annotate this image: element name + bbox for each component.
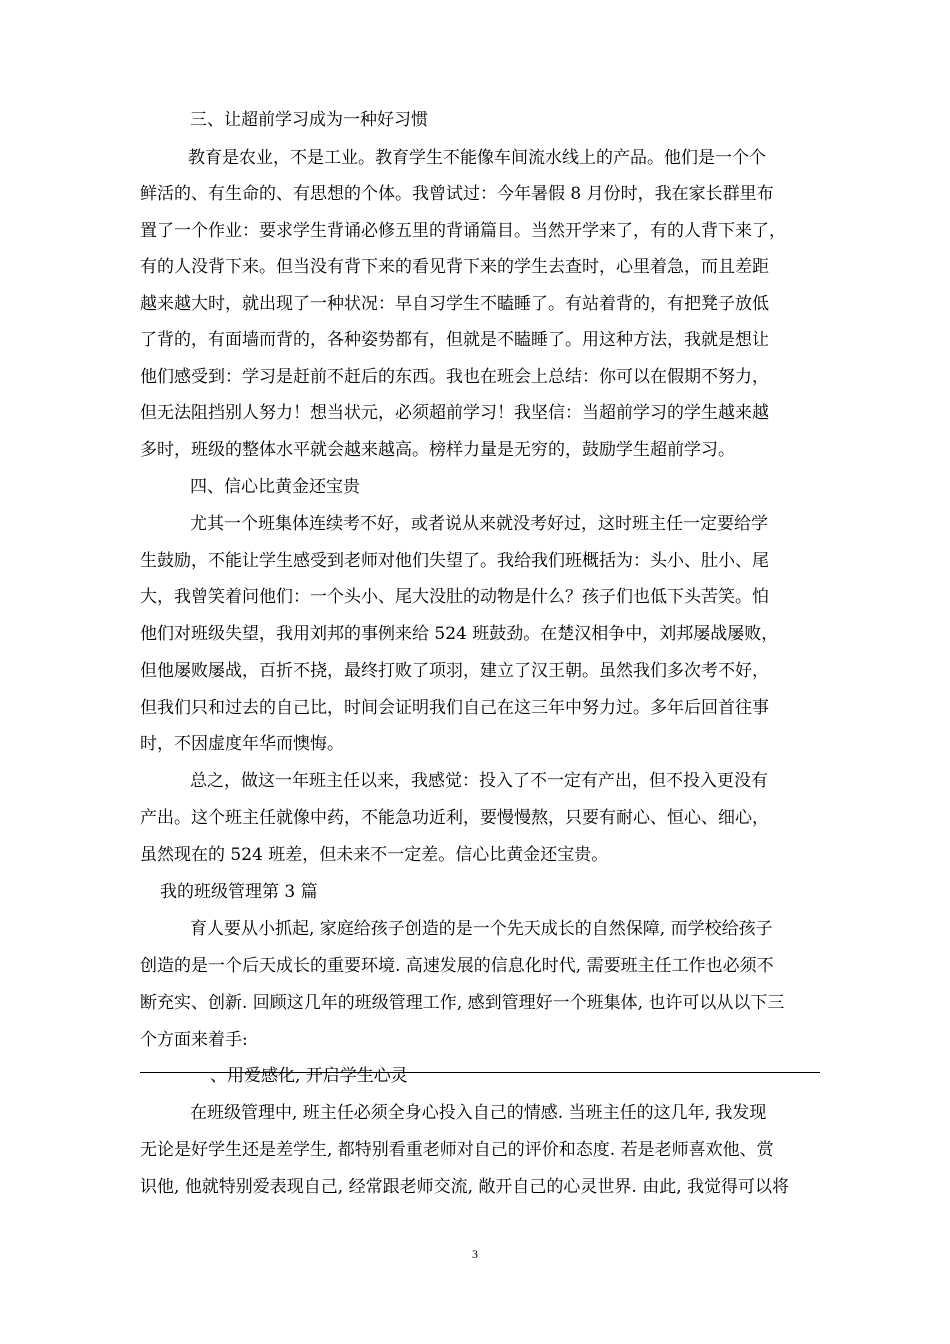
text-line: 但无法阻挡别人努力！想当状元，必须超前学习！我坚信：当超前学习的学生越来越 [140,403,769,423]
text-line: 时，不因虚度年华而懊悔。 [140,734,344,754]
text-line: 在班级管理中, 班主任必须全身心投入自己的情感. 当班主任的这几年, 我发现 [190,1103,767,1123]
text-line: 、用爱感化, 开启学生心灵 [210,1066,408,1086]
text-line: 产出。这个班主任就像中药，不能急功近利，要慢慢熬，只要有耐心、恒心、细心， [140,808,769,828]
horizontal-rule [140,1072,820,1073]
text-line: 识他, 他就特别爱表现自己, 经常跟老师交流, 敞开自己的心灵世界. 由此, 我觉得可以将 [140,1177,790,1197]
text-line: 育人要从小抓起, 家庭给孩子创造的是一个先天成长的自然保障, 而学校给孩子 [190,919,773,939]
text-line: 但我们只和过去的自己比，时间会证明我们自己在这三年中努力过。多年后回首往事 [140,698,769,718]
text-line: 他们感受到：学习是赶前不赶后的东西。我也在班会上总结：你可以在假期不努力， [140,367,769,387]
text-line: 四、信心比黄金还宝贵 [190,477,360,497]
text-line: 但他屡败屡战，百折不挠，最终打败了项羽，建立了汉王朝。虽然我们多次考不好， [140,661,769,681]
text-line: 无论是好学生还是差学生, 都特别看重老师对自己的评价和态度. 若是老师喜欢他、赏 [140,1140,774,1160]
text-line: 多时，班级的整体水平就会越来越高。榜样力量是无穷的，鼓励学生超前学习。 [140,440,735,460]
text-line: 我的班级管理第 3 篇 [160,882,318,902]
page-number: 3 [472,1247,478,1261]
text-line: 鲜活的、有生命的、有思想的个体。我曾试过：今年暑假 8 月份时，我在家长群里布 [140,184,774,204]
text-line: 个方面来着手: [140,1030,248,1050]
text-line: 生鼓励，不能让学生感受到老师对他们失望了。我给我们班概括为：头小、肚小、尾 [140,551,769,571]
text-line: 教育是农业，不是工业。教育学生不能像车间流水线上的产品。他们是一个个 [188,148,766,168]
text-line: 虽然现在的 524 班差，但未来不一定差。信心比黄金还宝贵。 [140,845,609,865]
text-line: 越来越大时，就出现了一种状况：早自习学生不瞌睡了。有站着背的，有把凳子放低 [140,294,769,314]
text-line: 总之，做这一年班主任以来，我感觉：投入了不一定有产出，但不投入更没有 [190,771,768,791]
text-line: 断充实、创新. 回顾这几年的班级管理工作, 感到管理好一个班集体, 也许可以从以下三 [140,993,785,1013]
text-line: 了背的，有面墙而背的，各种姿势都有，但就是不瞌睡了。用这种方法，我就是想让 [140,330,769,350]
text-line: 三、让超前学习成为一种好习惯 [190,110,428,130]
text-line: 有的人没背下来。但当没有背下来的看见背下来的学生去查时，心里着急，而且差距 [140,257,769,277]
text-line: 他们对班级失望，我用刘邦的事例来给 524 班鼓劲。在楚汉相争中，刘邦屡战屡败， [140,624,779,644]
text-line: 创造的是一个后天成长的重要环境. 高速发展的信息化时代, 需要班主任工作也必须不 [140,956,774,976]
text-line: 置了一个作业：要求学生背诵必修五里的背诵篇目。当然开学来了，有的人背下来了， [140,221,786,241]
text-line: 尤其一个班集体连续考不好，或者说从来就没考好过，这时班主任一定要给学 [190,514,768,534]
text-line: 大，我曾笑着问他们：一个头小、尾大没肚的动物是什么？孩子们也低下头苦笑。怕 [140,587,769,607]
